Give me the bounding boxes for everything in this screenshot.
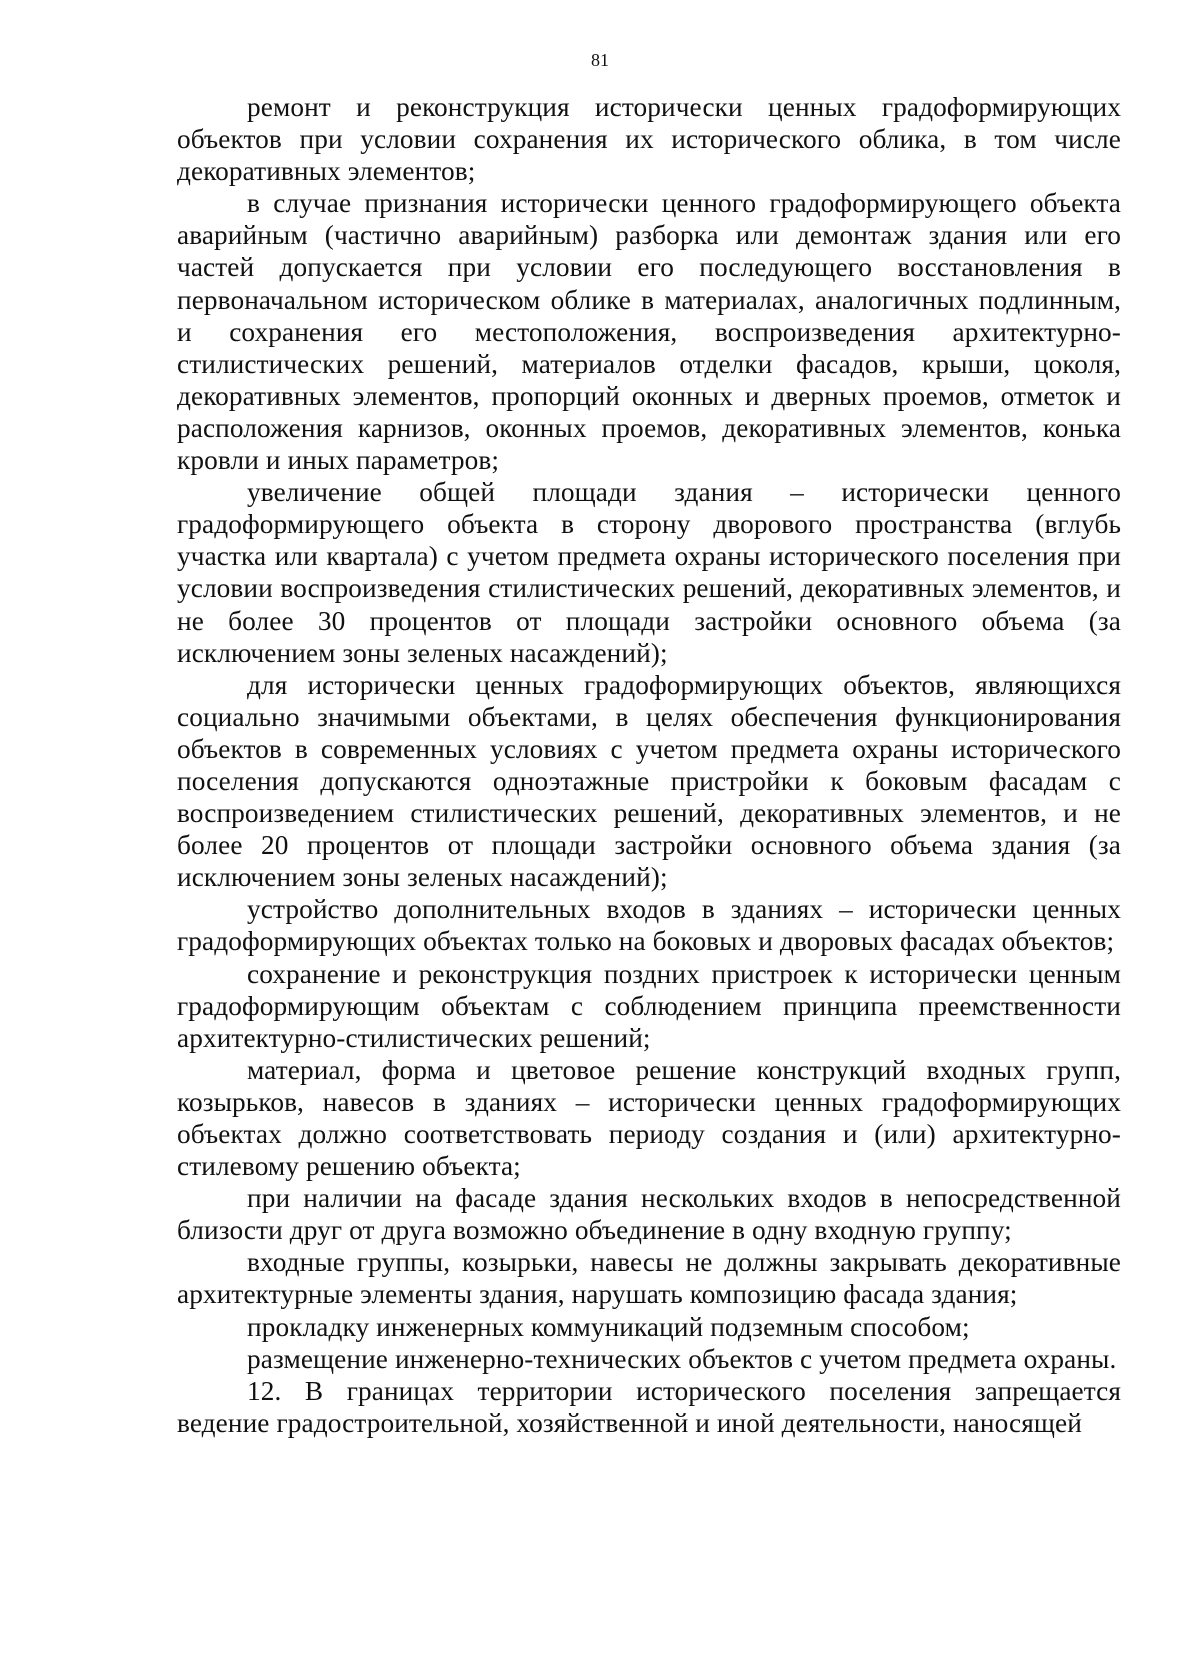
- paragraph: прокладку инженерных коммуникаций подземным способом;: [247, 1311, 970, 1342]
- paragraph: материал, форма и цветовое решение конструкций входных групп, козырьков, навесов в зданиях – исторически ценных градоформирующих объектах должно соответствовать периоду создания и (или) архитектурно-стилевому решению объекта;: [177, 1054, 1121, 1182]
- paragraph: размещение инженерно-технических объектов с учетом предмета охраны.: [247, 1343, 1117, 1374]
- paragraph: ремонт и реконструкция исторически ценных градоформирующих объектов при условии сохранения их исторического облика, в том числе декоративных элементов;: [177, 92, 1121, 187]
- document-body: [177, 91, 1121, 1439]
- paragraph: при наличии на фасаде здания нескольких входов в непосредственной близости друг от друга возможно объединение в одну входную группу;: [177, 1183, 1121, 1246]
- paragraph: для исторически ценных градоформирующих объектов, являющихся социально значимыми объектами, в целях обеспечения функционирования объектов в современных условиях с учетом предмета охраны исторического поселения допускаются одноэтажные пристройки к боковым фасадам с воспроизведением стилистических решений, декоративных элементов, и не более 20 процентов от площади застройки основного объема здания (за исключением зоны зеленых насаждений);: [177, 669, 1121, 893]
- paragraph: входные группы, козырьки, навесы не должны закрывать декоративные архитектурные элементы здания, нарушать композицию фасада здания;: [177, 1247, 1121, 1310]
- page-number: 81: [591, 50, 609, 70]
- paragraph: устройство дополнительных входов в зданиях – исторически ценных градоформирующих объектах только на боковых и дворовых фасадах объектов;: [177, 894, 1121, 957]
- paragraph: в случае признания исторически ценного градоформирующего объекта аварийным (частично аварийным) разборка или демонтаж здания или его частей допускается при условии его последующего восстановления в первоначальном историческом облике в материалах, аналогичных подлинным, и сохранения его местоположения, воспроизведения архитектурно-стилистических решений, материалов отделки фасадов, крыши, цоколя, декоративных элементов, пропорций оконных и дверных проемов, отметок и расположения карнизов, оконных проемов, декоративных элементов, конька кровли и иных параметров;: [177, 188, 1121, 476]
- paragraph: сохранение и реконструкция поздних пристроек к исторически ценным градоформирующим объектам с соблюдением принципа преемственности архитектурно-стилистических решений;: [177, 958, 1121, 1053]
- paragraph: 12. В границах территории исторического поселения запрещается ведение градостроительной, хозяйственной и иной деятельности, наносящей: [177, 1375, 1121, 1438]
- paragraph: увеличение общей площади здания – исторически ценного градоформирующего объекта в сторону дворового пространства (вглубь участка или квартала) с учетом предмета охраны исторического поселения при условии воспроизведения стилистических решений, декоративных элементов, и не более 30 процентов от площади застройки основного объема (за исключением зоны зеленых насаждений);: [177, 477, 1121, 668]
